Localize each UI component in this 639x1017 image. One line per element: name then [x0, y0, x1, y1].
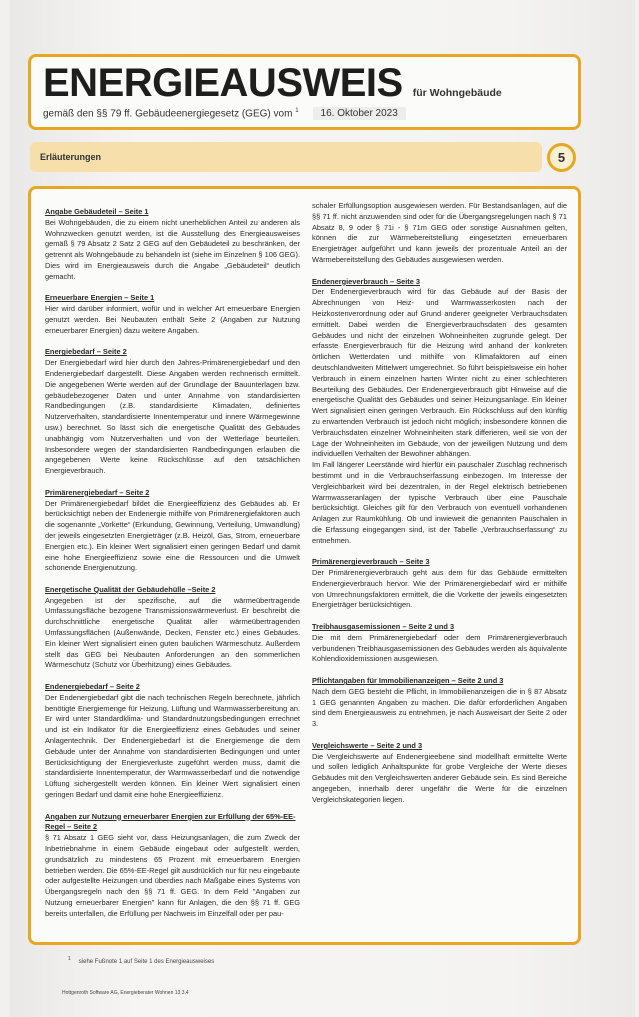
section-pflichtangaben — [312, 676, 567, 730]
section-vergleichswerte — [312, 741, 567, 806]
explanations-box — [28, 186, 581, 945]
footnote-number: 1 — [68, 956, 71, 963]
section-heading: Primärenergieverbrauch – Seite 3 — [312, 557, 430, 567]
right-column — [312, 201, 567, 930]
section-erneuerbare-energien — [45, 293, 300, 336]
section-heading: Erneuerbare Energien – Seite 1 — [45, 293, 155, 303]
section-65-ee-regel — [45, 812, 300, 920]
section-text: Hier wird darüber informiert, wofür und in welcher Art erneuerbare Energien genutzt werden. Bei Neubauten enthält Seite 2 (Angaben zur Nutzung erneuerbarer Energien) dazu weitere Angaben. — [45, 304, 300, 335]
section-row — [28, 142, 581, 172]
section-text: Die mit dem Primärenergiebedarf oder dem Primärenergieverbrauch verbundenen Treibhausgasemissionen des Gebäudes werden als äquivalente Kohlendioxidemissionen ausgewiesen. — [312, 632, 567, 664]
section-heading: Vergleichswerte – Seite 2 und 3 — [312, 740, 423, 750]
section-heading: Treibhausgasemissionen – Seite 2 und 3 — [312, 622, 455, 632]
law-row — [43, 107, 566, 120]
footnote-text: siehe Fußnote 1 auf Seite 1 des Energieausweises — [78, 959, 215, 966]
header-box — [28, 54, 581, 130]
document-subtitle: für Wohngebäude — [412, 87, 502, 99]
section-text: Nach dem GEG besteht die Pflicht, in Immobilienanzeigen die in § 87 Absatz 1 GEG genannten Angaben zu machen. Die dafür erforderlichen Angaben sind dem Energieausweis zu entnehmen, je nach Ausweisart der Seite 2 oder 3. — [312, 686, 567, 729]
section-text: Bei Wohngebäuden, die zu einem nicht unerheblichen Anteil zu anderen als Wohnzwecken genutzt werden, ist die Ausstellung des Energieausweises gemäß § 79 Absatz 2 Satz 2 GEG auf den Gebäudeteil zu beschränken, der getrennt als Wohngebäude zu behandeln ist (siehe im Einzelnen § 106 GEG). Dies wird im Energieausweis durch die Angabe „Gebäudeteil“ deutlich gemacht. — [45, 217, 300, 281]
section-endenergiebedarf — [45, 682, 300, 801]
section-text: § 71 Absatz 1 GEG sieht vor, dass Heizungsanlagen, die zum Zweck der Inbetriebnahme in einem Gebäude eingebaut oder aufgestellt werden, grundsätzlich zu mindestens 65 Prozent mit erneuerbarem Energien betrieben werden. Die 65%-EE-Regel gilt ausdrücklich nur für neu eingebaute oder aufgestellte Heizungen und überdies nach Maßgabe eines Systems von Übergangsregeln nach den §§ 71 ff. GEG. In dem Feld "Angaben zur Nutzung erneuerbarer Energien" kann für Anlagen, die den §§ 71 ff. GEG bereits unterfallen, die Erfüllung per Nachweis im Einzelfall oder per pau- — [45, 833, 300, 918]
section-text-2: Im Fall längerer Leerstände wird hierfür ein pauschaler Zuschlag rechnerisch bestimmt und in die Verbrauchserfassung einbezogen. Im Interesse der Vergleichbarkeit wird bei dezentralen, in der Regel elektrisch betriebenen Warmwasseranlagen der typische Verbrauch über eine Pauschale berücksichtigt. Gleiches gilt für den Verbrauch von eventuell vorhandenen Anlagen zur Raumkühlung. Ob und inwieweit die genannten Pauschalen in die Erfassung eingegangen sind, ist der Tabelle „Verbrauchserfassung“ zu entnehmen. — [312, 460, 567, 545]
footnote-marker: 1 — [295, 107, 299, 114]
section-heading: Angaben zur Nutzung erneuerbarer Energien zur Erfüllung der 65%-EE-Regel – Seite 2 — [45, 811, 296, 832]
section-primaerenergiebedarf — [45, 488, 300, 574]
section-primaerenergieverbrauch — [312, 557, 567, 611]
section-text: Der Energiebedarf wird hier durch den Jahres-Primärenergiebedarf und den Endenergiebedarf dargestellt. Diese Angaben werden rechnerisch ermittelt. Die angegebenen Werte werden auf der Grundlage der Bauunterlagen bzw. gebäudebezogener Daten und unter Annahme von standardisierten Randbedingungen (z.B. standardisierte Klimadaten, definiertes Nutzerverhalten, standardisierte Innentemperatur und innere Wärmegewinne usw.) berechnet. So lässt sich die energetische Qualität des Gebäudes unabhängig vom Nutzerverhalten und von der Wetterlage beurteilen. Insbesondere wegen der standardisierten Randbedingungen erlauben die angegebenen Werte keine Rückschlüsse auf den tatsächlichen Energieverbrauch. — [45, 358, 300, 476]
section-gebaeudehuelle — [45, 585, 300, 671]
page-number-badge: 5 — [547, 143, 576, 172]
law-text: gemäß den §§ 79 ff. Gebäudeenergiegesetz (GEG) vom — [43, 108, 293, 120]
section-angabe-gebaeudeteil — [45, 207, 300, 283]
section-heading: Endenergiebedarf – Seite 2 — [45, 682, 140, 692]
section-heading: Energiebedarf – Seite 2 — [45, 347, 127, 357]
document-title: ENERGIEAUSWEIS — [43, 61, 403, 105]
section-heading: Endenergieverbrauch – Seite 3 — [312, 276, 421, 286]
footnote — [68, 955, 581, 967]
section-title: Erläuterungen — [40, 152, 102, 162]
section-text: Der Endenergiebedarf gibt die nach technischen Regeln berechnete, jährlich benötigte Energiemenge für Heizung, Lüftung und Warmwasserbereitung an. Er wird unter Standardklima- und Standardnutzungsbedingungen errechnet und ist ein Indikator für die Energieeffizienz eines Gebäudes und seiner Anlagentechnik. Der Endenergiebedarf ist die Energiemenge die dem Gebäude unter der Annahme von standardisierten Bedingungen und unter Berücksichtigung der Energieverluste zugeführt werden muss, damit die standardisierte Innentemperatur, der Warmwasserbedarf und die notwendige Lüftung sichergestellt werden können. Ein kleiner Wert signalisiert einen geringen Bedarf und damit eine hohe Energieeffizienz. — [45, 692, 300, 800]
section-text: Die Vergleichswerte auf Endenergieebene sind modellhaft ermittelte Werte und sollen lediglich Anhaltspunkte für grobe Vergleiche der Werte dieses Gebäudes mit den Vergleichswerten anderer Gebäude sein. Es sind Bereiche angegeben, innerhalb derer ungefähr die Werte für die einzelnen Vergleichskategorien liegen. — [312, 751, 567, 804]
section-energiebedarf — [45, 347, 300, 477]
software-footer: Hottgenroth Software AG, Energieberater Wohnen 13.3.4 — [62, 990, 189, 997]
section-endenergieverbrauch — [312, 277, 567, 547]
title-row — [43, 61, 566, 105]
left-column — [45, 201, 300, 930]
section-heading: Energetische Qualität der Gebäudehülle –Seite 2 — [45, 584, 216, 594]
section-text: Der Endenergieverbrauch wird für das Gebäude auf der Basis der Abrechnungen von Heiz- und Warmwasserkosten nach der Heizkostenverordnung oder auf Grund anderer geeigneter Verbrauchsdaten ermittelt. Dabei werden die Energieverbrauchsdaten des gesamten Gebäudes und nicht der einzelnen Wohneinheiten zugrunde gelegt. Der erfasste Energieverbrauch für die Heizung wird anhand der konkreten örtlichen Wetterdaten und mithilfe von Klimafaktoren auf einen deutschlandweiten Mittelwert umgerechnet. So führt beispielsweise ein hoher Verbrauch in einem einzelnen harten Winter nicht zu einer schlechteren Beurteilung des Gebäudes. Der Endenergieverbrauch gibt Hinweise auf die energetische Qualität des Gebäudes und seiner Heizungsanlage. Ein kleiner Wert signalisiert einen geringen Verbrauch. Ein Rückschluss auf den künftig zu erwartenden Verbrauch ist jedoch nicht möglich; insbesondere können die Verbrauchsdaten einzelner Wohneinheiten stark differieren, weil sie von der Lage der Wohneinheiten im Gebäude, von der jeweiligen Nutzung und dem individuellen Verhalten der Bewohner abhängen. — [312, 287, 567, 459]
section-text: Der Primärenergieverbrauch geht aus dem für das Gebäude ermittelten Endenergieverbrauch hervor. Wie der Primärenergiebedarf wird er mithilfe von Umrechnungsfaktoren ermittelt, die die Vorkette der jeweils eingesetzten Energieträger berücksichtigen. — [312, 568, 567, 610]
section-text: Der Primärenergiebedarf bildet die Energieeffizienz des Gebäudes ab. Er berücksichtigt neben der Endenergie mithilfe von Primärenergiefaktoren auch die sogenannte „Vorkette“ (Erkundung, Gewinnung, Verteilung, Umwandlung) der jeweils eingesetzten Energieträger (z.B. Heizöl, Gas, Strom, erneuerbare Energien etc.). Ein kleiner Wert signalisiert einen geringen Bedarf und damit eine hohe Energieeffizienz sowie eine die Ressourcen und die Umwelt schonende Energienutzung. — [45, 498, 300, 573]
section-text: schaler Erfüllungsoption ausgewiesen werden. Für Bestandsanlagen, auf die §§ 71 ff. nicht anzuwenden sind oder für die Übergangsregelungen nach § 71 Absatz 8, 9 oder § 71i - § 71m GEG oder sonstige Ausnahmen gelten, können die zur Wärmebereitstellung eingesetzten erneuerbaren Energieträger aufgeführt und kann jeweils der prozentuale Anteil an der Wärmebereitstellung des Gebäudes ausgewiesen werden. — [312, 201, 567, 264]
section-bar — [30, 142, 542, 172]
issue-date: 16. Oktober 2023 — [313, 107, 406, 120]
section-65-ee-regel-continued — [312, 201, 567, 266]
section-heading: Pflichtangaben für Immobilienanzeigen – Seite 2 und 3 — [312, 676, 504, 686]
section-heading: Primärenergiebedarf – Seite 2 — [45, 487, 150, 497]
section-treibhausgasemissionen — [312, 622, 567, 665]
law-reference — [43, 108, 299, 119]
section-heading: Angabe Gebäudeteil – Seite 1 — [45, 207, 149, 216]
section-text: Angegeben ist der spezifische, auf die wärmeübertragende Umfassungsfläche bezogene Transmissionswärmeverlust. Er beschreibt die durchschnittliche energetische Qualität aller wärmeübertragenden Umfassungsflächen (Außenwände, Decken, Fenster etc.) eines Gebäudes. Ein kleiner Wert signalisiert einen guten baulichen Wärmeschutz. Außerdem stellt das GEG bei Neubauten Anforderungen an den sommerlichen Wärmeschutz (Schutz vor Überhitzung) eines Gebäudes. — [45, 595, 300, 670]
